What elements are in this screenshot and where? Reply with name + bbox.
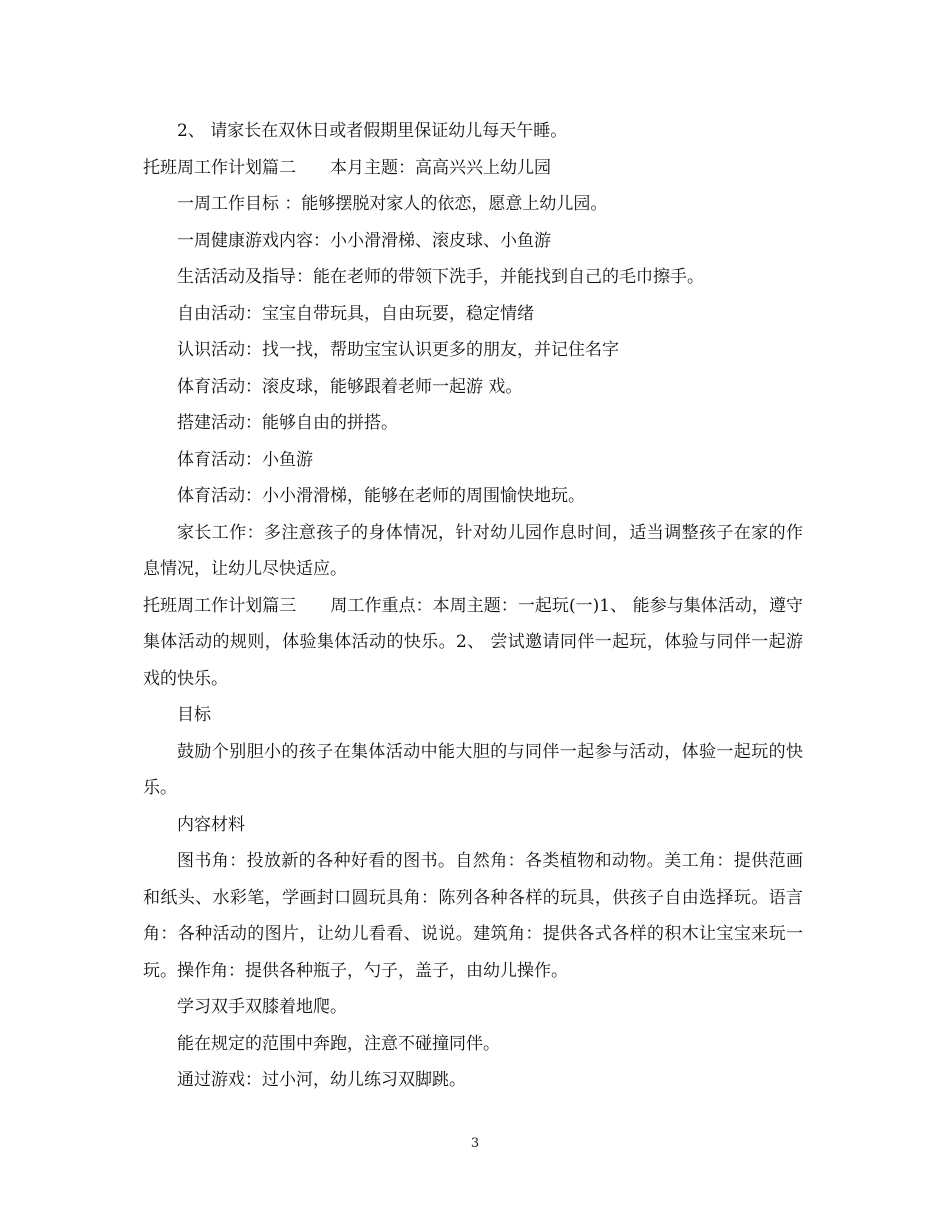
paragraph-jumping-game: 通过游戏：过小河，幼儿练习双脚跳。 [177,1070,466,1090]
section-heading-plan-two: 托班周工作计划篇二 本月主题：高高兴兴上幼儿园 [143,157,551,178]
paragraph-goal-detail: 鼓励个别胆小的孩子在集体活动中能大胆的与同伴一起参与活动，体验一起玩的快乐。 [143,741,803,798]
paragraph-crawling: 学习双手双膝着地爬。 [177,997,347,1017]
paragraph-building-activity: 搭建活动：能够自由的拼搭。 [177,413,398,433]
section-heading-plan-three: 托班周工作计划篇三 周工作重点：本周主题：一起玩(一)1、 能参与集体活动，遵守集体活动的规则，体验集体活动的快乐。2、 尝试邀请同伴一起玩，体验与同伴一起游戏的快乐。 [143,595,803,689]
paragraph-recognition-activity: 认识活动：找一找，帮助宝宝认识更多的朋友，并记住名字 [177,340,619,360]
document-body [143,113,803,1099]
paragraph-sports-fish: 体育活动：小鱼游 [177,449,313,470]
page-number: 3 [470,1136,480,1151]
paragraph-parent-note: 2、 请家长在双休日或者假期里保证幼儿每天午睡。 [177,121,568,141]
paragraph-weekly-goal: 一周工作目标 ：能够摆脱对家人的依恋，愿意上幼儿园。 [177,194,608,214]
paragraph-materials-detail: 图书角：投放新的各种好看的图书。自然角：各类植物和动物。美工角：提供范画和纸头、水彩笔，学画封口圆玩具角：陈列各种各样的玩具，供孩子自由选择玩。语言角：各种活动的图片，让幼儿看看、说说。建筑角：提供各式各样的积木让宝宝来玩一玩。操作角：提供各种瓶子，勺子，盖子，由幼儿操作。 [143,851,803,981]
paragraph-free-activity: 自由活动：宝宝自带玩具，自由玩要，稳定情绪 [177,303,534,324]
paragraph-sports-slide: 体育活动：小小滑滑梯，能够在老师的周围愉快地玩。 [177,486,585,506]
paragraph-life-activity: 生活活动及指导：能在老师的带领下洗手，并能找到自己的毛巾擦手。 [177,267,704,287]
paragraph-parent-work: 家长工作：多注意孩子的身体情况，针对幼儿园作息时间，适当调整孩子在家的作息情况，让幼儿尽快适应。 [143,522,803,579]
paragraph-running: 能在规定的范围中奔跑，注意不碰撞同伴。 [177,1033,500,1054]
paragraph-sports-ball: 体育活动：滚皮球，能够跟着老师一起游 戏。 [177,376,523,397]
paragraph-goal-label: 目标 [177,705,211,725]
paragraph-health-games: 一周健康游戏内容：小小滑滑梯、滚皮球、小鱼游 [177,230,551,251]
paragraph-materials-label: 内容材料 [177,814,245,835]
